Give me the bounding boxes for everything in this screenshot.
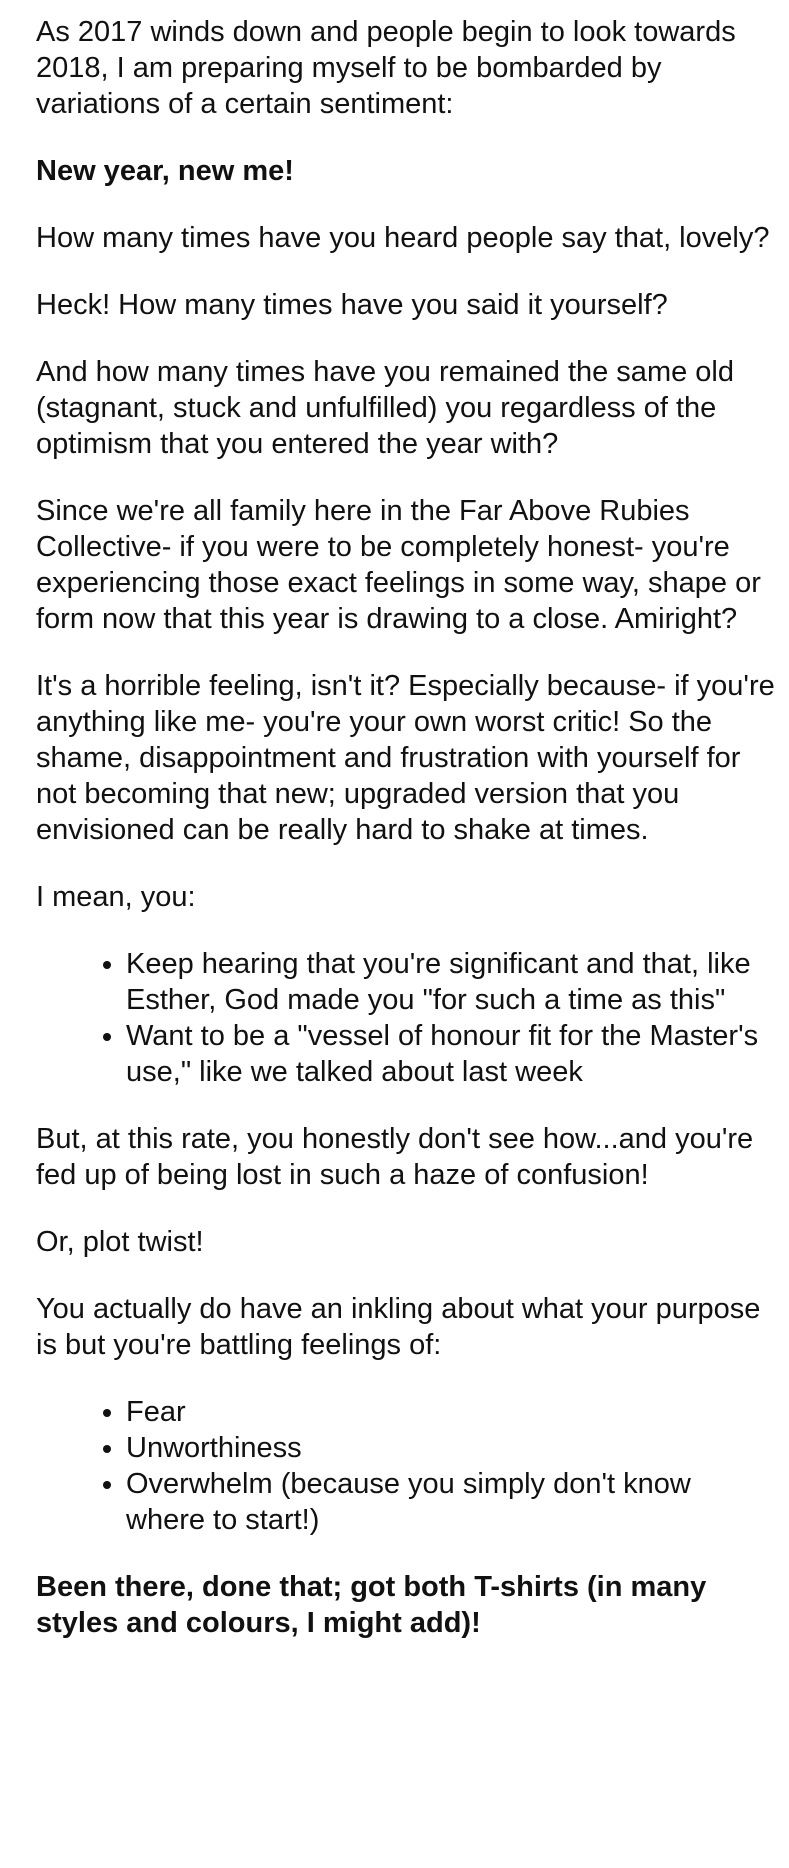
paragraph-heck: Heck! How many times have you said it yourself? [36, 289, 668, 321]
list-item: • Want to be a "vessel of honour fit for the Master's use," like we talked about last week [126, 1018, 776, 1090]
paragraph-same-old: And how many times have you remained the same old (stagnant, stuck and unfulfilled) you regardless of the optimism that you entered the year with? [36, 356, 734, 460]
paragraph-horrible-feeling: It's a horrible feeling, isn't it? Especially because- if you're anything like me- you're your own worst critic! So the shame, disappointment and frustration with yourself for not becoming that new; upgraded version that you envisioned can be really hard to shake at times. [36, 670, 775, 846]
bold-heading-new-year: New year, new me! [36, 155, 294, 187]
article-body [36, 14, 776, 1672]
paragraph-i-mean: I mean, you: [36, 881, 196, 913]
list-item: • Keep hearing that you're significant and that, like Esther, God made you "for such a time as this" [126, 946, 776, 1018]
paragraph-how-many-times: How many times have you heard people say that, lovely? [36, 222, 770, 254]
list-item: • Overwhelm (because you simply don't know where to start!) [126, 1466, 776, 1538]
list-item: • Unworthiness [126, 1430, 776, 1466]
paragraph-at-this-rate: But, at this rate, you honestly don't see how...and you're fed up of being lost in such a haze of confusion! [36, 1123, 754, 1191]
feelings-list [36, 1394, 776, 1538]
paragraph-plot-twist: Or, plot twist! [36, 1226, 204, 1258]
intro-paragraph: As 2017 winds down and people begin to look towards 2018, I am preparing myself to be bombarded by variations of a certain sentiment: [36, 16, 736, 120]
bold-closing-line: Been there, done that; got both T-shirts (in many styles and colours, I might add)! [36, 1571, 707, 1639]
paragraph-collective: Since we're all family here in the Far Above Rubies Collective- if you were to be completely honest- you're experiencing those exact feelings in some way, shape or form now that this year is drawing to a close. Amiright? [36, 495, 761, 635]
list-item: • Fear [126, 1394, 776, 1430]
paragraph-inkling: You actually do have an inkling about what your purpose is but you're battling feelings of: [36, 1293, 761, 1361]
significance-list [36, 946, 776, 1090]
